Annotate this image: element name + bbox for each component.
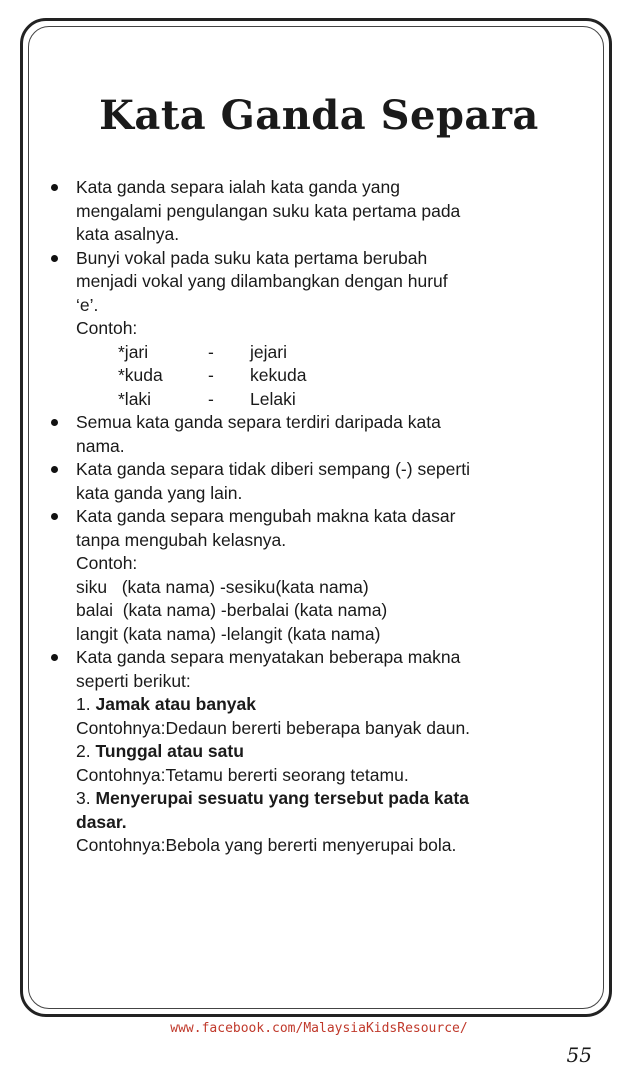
meaning-number: 1. xyxy=(76,694,91,714)
text-line: ‘e’. xyxy=(76,294,99,315)
meaning-number: 3. xyxy=(76,788,91,808)
text-line: Kata ganda separa tidak diberi sempang (-) seperti xyxy=(76,459,470,479)
example-row xyxy=(50,341,590,365)
bullet-point xyxy=(50,458,590,505)
example-row xyxy=(50,364,590,388)
page-number: 55 xyxy=(566,1043,592,1067)
example-label: Contoh: xyxy=(76,553,138,573)
example-line: siku (kata nama) -sesiku(kata nama) xyxy=(76,576,369,597)
example-dash: - xyxy=(208,388,214,409)
bullet-point xyxy=(50,505,590,552)
meaning-title: Tunggal atau satu xyxy=(95,741,244,761)
text-line: Semua kata ganda separa terdiri daripada kata xyxy=(76,412,441,432)
example-dash: - xyxy=(208,341,214,362)
meaning-example: Contohnya:Dedaun bererti beberapa banyak daun. xyxy=(76,717,471,738)
bullet-point xyxy=(50,411,590,458)
footer-url: www.facebook.com/MalaysiaKidsResource/ xyxy=(170,1021,468,1036)
page-title: Kata Ganda Separa xyxy=(99,92,539,139)
example-dash: - xyxy=(208,365,214,385)
example-line: langit (kata nama) -lelangit (kata nama) xyxy=(76,623,381,644)
text-line: Kata ganda separa ialah kata ganda yang xyxy=(76,177,401,197)
text-line: kata asalnya. xyxy=(76,224,180,244)
text-line: seperti berikut: xyxy=(76,670,191,691)
meaning-number: 2. xyxy=(76,741,91,761)
content-body xyxy=(50,176,590,858)
bullet-point xyxy=(50,247,590,318)
meaning-title: Jamak atau banyak xyxy=(95,694,256,714)
text-line: menjadi vokal yang dilambangkan dengan huruf xyxy=(76,271,448,291)
example-line: balai (kata nama) -berbalai (kata nama) xyxy=(76,600,388,620)
example-base: *laki xyxy=(118,388,152,409)
meaning-heading xyxy=(50,740,590,764)
meaning-heading xyxy=(50,693,590,717)
text-line: kata ganda yang lain. xyxy=(76,482,243,503)
bullet-point xyxy=(50,176,590,247)
text-line: nama. xyxy=(76,435,125,456)
text-line: Kata ganda separa menyatakan beberapa makna xyxy=(76,647,461,667)
text-line: mengalami pengulangan suku kata pertama pada xyxy=(76,200,461,221)
example-base: *jari xyxy=(118,341,149,362)
text-line: Bunyi vokal pada suku kata pertama berubah xyxy=(76,247,428,268)
bullet-point xyxy=(50,646,590,693)
example-label: Contoh: xyxy=(76,318,138,338)
meaning-example: Contohnya:Bebola yang bererti menyerupai bola. xyxy=(76,835,457,855)
meaning-heading xyxy=(50,787,590,811)
meaning-example: Contohnya:Tetamu bererti seorang tetamu. xyxy=(76,764,409,785)
example-derived: jejari xyxy=(250,341,287,362)
example-derived: kekuda xyxy=(250,365,307,385)
meaning-title: Menyerupai sesuatu yang tersebut pada kata xyxy=(95,788,469,808)
text-line: tanpa mengubah kelasnya. xyxy=(76,529,287,550)
example-base: *kuda xyxy=(118,365,163,385)
example-row xyxy=(50,388,590,412)
example-derived: Lelaki xyxy=(250,388,296,409)
text-line: Kata ganda separa mengubah makna kata dasar xyxy=(76,506,456,526)
meaning-title-cont: dasar. xyxy=(76,811,127,832)
